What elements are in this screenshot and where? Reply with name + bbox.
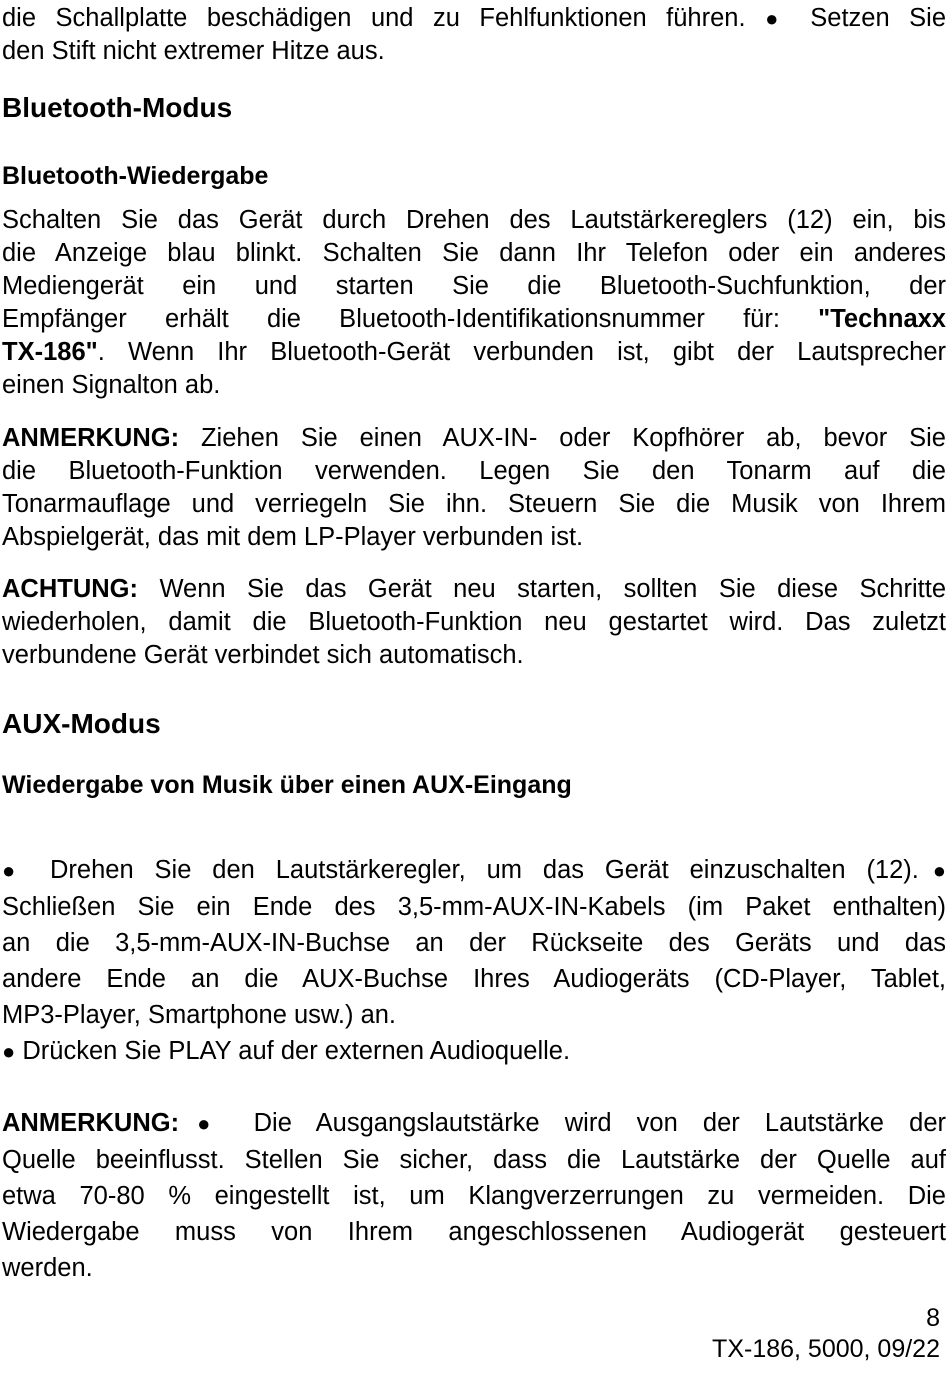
warning-label: ACHTUNG: [2,575,138,603]
aux-step-line-5: MP3-Player, Smartphone usw.) an. [2,1001,397,1029]
bt-line-5-text: . Wenn Ihr Bluetooth-Gerät verbunden ist, gibt der Lautsprecher [97,338,946,366]
bullet-icon [2,1037,15,1065]
aux-step-text-6: Drücken Sie PLAY auf der externen Audioquelle. [15,1037,571,1065]
aux-note-line-4: Wiedergabe muss von Ihrem angeschlossenen Audiogerät gesteuert [2,1218,946,1246]
bullet-icon [2,856,29,884]
aux-note-line-3: etwa 70-80 % eingestellt ist, um Klangverzerrungen zu vermeiden. Die [2,1182,946,1210]
aux-step-line-6 [2,1033,946,1070]
bluetooth-paragraph [2,204,946,402]
aux-heading: AUX-Modus [2,708,161,739]
bullet-icon [765,4,791,32]
aux-note [2,1105,946,1286]
aux-step-line-2: Schließen Sie ein Ende des 3,5-mm-AUX-IN-Kabels (im Paket enthalten) [2,893,946,921]
bt-note-text-1: Ziehen Sie einen AUX-IN- oder Kopfhörer ab, bevor Sie [179,424,946,452]
bt-line-4-text: Empfänger erhält die Bluetooth-Identifikationsnummer für: [2,305,780,333]
device-name-part-2: TX-186" [2,338,98,366]
aux-step-text-1: Drehen Sie den Lautstärkeregler, um das Gerät einzuschalten (12). [29,856,919,884]
intro-line-2: den Stift nicht extremer Hitze aus. [2,37,385,65]
bt-note-line-3: Tonarmauflage und verriegeln Sie ihn. Steuern Sie die Musik von Ihrem [2,490,946,518]
bt-note-line-2: die Bluetooth-Funktion verwenden. Legen Sie den Tonarm auf die [2,457,946,485]
aux-note-text-1: Die Ausgangslautstärke wird von der Lautstärke der [228,1109,946,1137]
aux-note-line-5: werden. [2,1254,93,1282]
intro-text-b: Setzen Sie [810,4,946,32]
bluetooth-heading: Bluetooth-Modus [2,92,233,123]
warning-line-2: wiederholen, damit die Bluetooth-Funktion neu gestartet wird. Das zuletzt [2,608,946,636]
aux-note-line-1 [2,1105,946,1142]
warning-line-3: verbundene Gerät verbindet sich automatisch. [2,641,524,669]
warning-text-1: Wenn Sie das Gerät neu starten, sollten Sie diese Schritte [137,575,946,603]
bt-note-line-4: Abspielgerät, das mit dem LP-Player verbunden ist. [2,523,584,551]
intro-text-a: die Schallplatte beschädigen und zu Fehlfunktionen führen. [2,4,746,32]
aux-steps [2,852,946,1070]
intro-paragraph [2,2,946,68]
bt-note-line-1 [2,422,946,455]
bt-line-4 [2,303,946,336]
aux-subheading: Wiedergabe von Musik über einen AUX-Eingang [2,771,572,799]
warning-line-1 [2,573,946,606]
bt-line-3: Mediengerät ein und starten Sie die Bluetooth-Suchfunktion, der [2,272,946,300]
aux-step-line-3: an die 3,5-mm-AUX-IN-Buchse an der Rückseite des Geräts und das [2,929,946,957]
document-id: TX-186, 5000, 09/22 [712,1335,940,1363]
bt-line-6: einen Signalton ab. [2,371,221,399]
bullet-icon [179,1109,228,1137]
bt-line-2: die Anzeige blau blinkt. Schalten Sie dann Ihr Telefon oder ein anderes [2,239,946,267]
bullet-icon [919,856,946,884]
aux-note-label: ANMERKUNG: [2,1109,180,1137]
bt-line-5 [2,336,946,369]
aux-step-line-1 [2,852,946,889]
aux-note-line-2: Quelle beeinflusst. Stellen Sie sicher, dass die Lautstärke der Quelle auf [2,1146,946,1174]
bt-line-1: Schalten Sie das Gerät durch Drehen des Lautstärkereglers (12) ein, bis [2,206,946,234]
page-number: 8 [926,1304,940,1332]
bluetooth-warning [2,573,946,672]
note-label: ANMERKUNG: [2,424,180,452]
bluetooth-note [2,422,946,554]
aux-step-line-4: andere Ende an die AUX-Buchse Ihres Audiogeräts (CD-Player, Tablet, [2,965,946,993]
intro-line-1 [2,2,946,35]
device-name-part-1: "Technaxx [818,305,946,333]
bluetooth-subheading: Bluetooth-Wiedergabe [2,162,269,190]
